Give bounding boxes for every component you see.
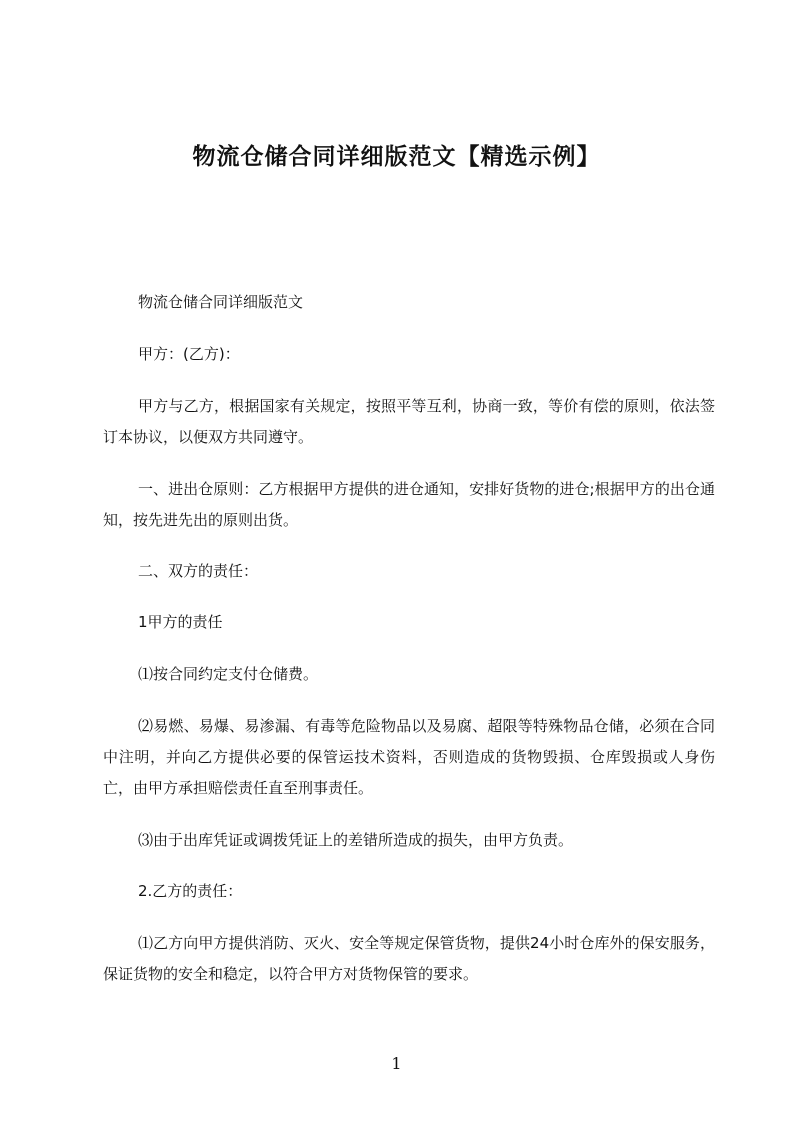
paragraph-party-a-item-3: ⑶由于出库凭证或调拨凭证上的差错所造成的损失，由甲方负责。 bbox=[138, 831, 574, 849]
paragraph-subtitle: 物流仓储合同详细版范文 bbox=[138, 293, 304, 311]
paragraph-preamble: 甲方与乙方，根据国家有关规定，按照平等互利，协商一致，等价有偿的原则，依法签订本协议，以便双方共同遵守。 bbox=[103, 397, 715, 446]
page-number: 1 bbox=[391, 1054, 402, 1073]
paragraph-party-a-item-2: ⑵易燃、易爆、易渗漏、有毒等危险物品以及易腐、超限等特殊物品仓储，必须在合同中注明，并向乙方提供必要的保管运技术资料，否则造成的货物毁损、仓库毁损或人身伤亡，由甲方承担赔偿责任直至刑事责任。 bbox=[103, 717, 715, 797]
paragraph-party-b-item-1: ⑴乙方向甲方提供消防、灭火、安全等规定保管货物，提供24小时仓库外的保安服务，保证货物的安全和稳定，以符合甲方对货物保管的要求。 bbox=[103, 934, 715, 983]
paragraph-section-1: 一、进出仓原则：乙方根据甲方提供的进仓通知，安排好货物的进仓;根据甲方的出仓通知，按先进先出的原则出货。 bbox=[103, 480, 715, 529]
paragraph-party-a-item-1: ⑴按合同约定支付仓储费。 bbox=[138, 665, 319, 683]
paragraph-party-a-heading: 1甲方的责任 bbox=[138, 613, 223, 631]
paragraph-section-2-heading: 二、双方的责任： bbox=[138, 562, 259, 580]
paragraph-party-b-heading: 2.乙方的责任： bbox=[138, 882, 243, 900]
document-title: 物流仓储合同详细版范文【精选示例】 bbox=[192, 144, 601, 170]
paragraph-parties: 甲方：(乙方)： bbox=[138, 345, 240, 363]
